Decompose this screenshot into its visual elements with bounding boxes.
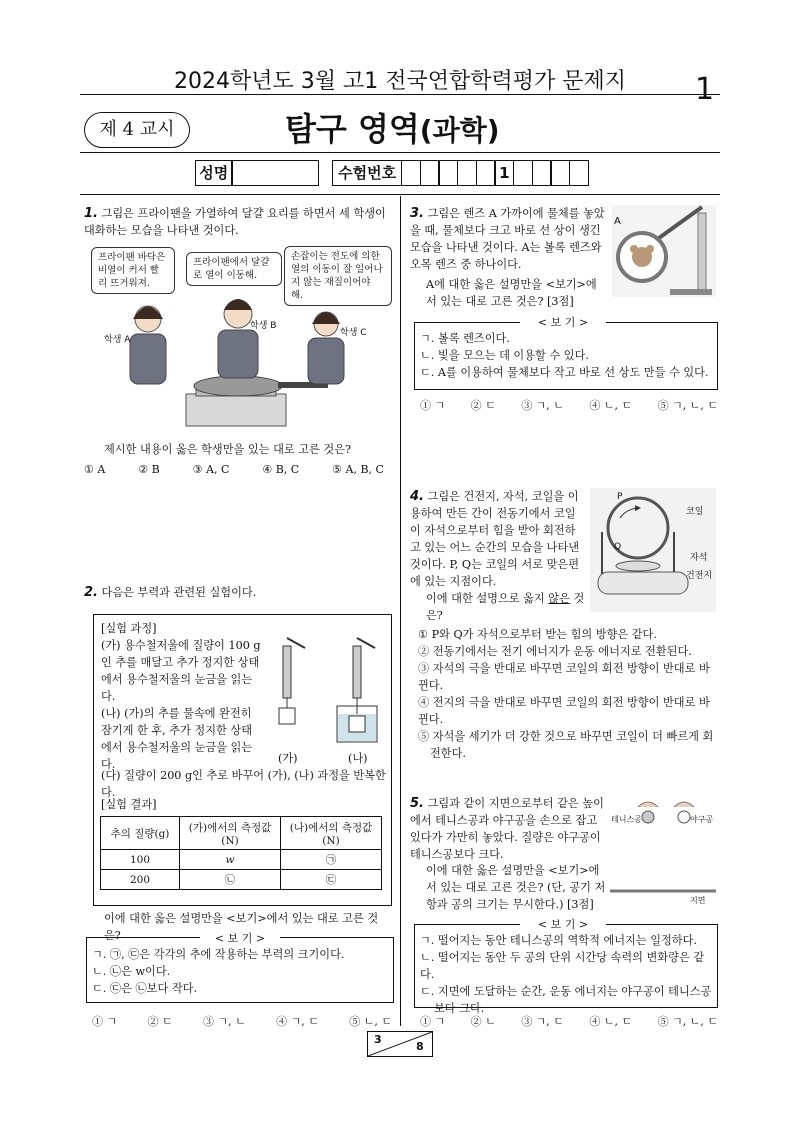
name-field[interactable] <box>231 160 319 186</box>
subject-title <box>285 104 500 150</box>
q2-fig-label-ga: (가) <box>278 752 298 765</box>
q3-question: A에 대한 옳은 설명만을 <보기>에서 있는 대로 고른 것은? [3점] <box>426 278 597 308</box>
q3-choice-4[interactable]: ④ ㄴ, ㄷ <box>589 399 633 412</box>
q5-choice-3[interactable]: ③ ㄱ, ㄷ <box>521 1015 564 1028</box>
baseball-icon <box>678 811 690 823</box>
table-cell: ㉢ <box>281 870 382 890</box>
q1-label-b: 학생 B <box>250 321 277 331</box>
q5-bogi-item: ㄴ. 떨어지는 동안 두 공의 단위 시간당 속력의 변화량은 같다. <box>420 951 705 981</box>
q4-option-4[interactable]: ④ 전지의 극을 반대로 바꾸면 코일의 회전 방향이 반대로 바뀐다. <box>418 696 710 726</box>
table-cell: ㉠ <box>281 850 382 870</box>
q2-bogi-title: < 보 기 > <box>200 930 280 946</box>
q5-choice-1[interactable]: ① ㄱ <box>420 1015 446 1028</box>
q3-bogi-list <box>420 330 714 381</box>
subject-main: 탐구 영역 <box>285 110 420 148</box>
session-badge: 제 4 교시 <box>84 112 190 148</box>
q5-stem-text: 그림과 같이 지면으로부터 같은 높이에서 테니스공과 야구공을 손으로 잡고 있다가 가만히 놓았다. 질량은 야구공이 테니스공보다 크다. <box>410 797 604 861</box>
q2-step-ga: (가) 용수철저울에 질량이 100 g인 추를 매달고 추가 정지한 상태에서 용수철저울의 눈금을 읽는다. <box>101 639 261 703</box>
q2-bogi-item: ㄷ. ㉢은 ㉡보다 작다. <box>92 982 197 995</box>
q5-choice-2[interactable]: ② ㄴ <box>470 1015 496 1028</box>
subject-sub: (과학) <box>419 114 500 147</box>
exam-digit-cell[interactable] <box>569 160 589 186</box>
battery-shape <box>598 572 688 594</box>
q4-option-5[interactable]: ⑤ 자석을 세기가 더 강한 것으로 바꾸면 코일이 더 빠르게 회전한다. <box>418 730 714 760</box>
q5-bogi-item: ㄷ. 지면에 도달하는 순간, 운동 에너지는 야구공이 테니스공보다 크다. <box>420 985 712 1015</box>
q1-stem <box>84 205 392 239</box>
q4-fig-q: Q <box>614 542 622 552</box>
q1-choice-3[interactable]: ③ A, C <box>192 463 230 476</box>
q3-lens-figure <box>612 205 716 297</box>
q3-choice-2[interactable]: ② ㄷ <box>470 399 496 412</box>
q2-choice-5[interactable]: ⑤ ㄴ, ㄷ <box>349 1015 392 1028</box>
q2-choice-3[interactable]: ③ ㄱ, ㄴ <box>203 1015 246 1028</box>
page-footer-box <box>367 1031 433 1057</box>
q2-fig-label-na: (나) <box>348 752 368 765</box>
q3-stem-text: 그림은 렌즈 A 가까이에 물체를 놓았을 때, 물체보다 크고 바로 선 상이 생긴 모습을 나타낸 것이다. A는 볼록 렌즈와 오목 렌즈 중 하나이다. <box>410 207 605 271</box>
exam-digit-cell[interactable] <box>401 160 421 186</box>
table-cell: w <box>180 850 281 870</box>
q2-choice-4[interactable]: ④ ㄱ, ㄷ <box>276 1015 319 1028</box>
exam-digit-cell[interactable] <box>513 160 533 186</box>
q4-option-2[interactable]: ② 전동기에서는 전기 에너지가 운동 에너지로 전환된다. <box>418 645 692 658</box>
q3-choice-3[interactable]: ③ ㄱ, ㄴ <box>521 399 564 412</box>
q3-fig-label-a: A <box>614 216 621 227</box>
spring-scale-na <box>337 638 377 742</box>
q5-fig-baseball: 야구공 <box>690 815 714 824</box>
body-top-rule <box>80 194 720 195</box>
student-b-figure <box>218 299 258 378</box>
q2-procedure-title: [실험 과정] <box>101 622 157 635</box>
q4-fig-coil: 코일 <box>686 507 704 517</box>
q1-choices <box>84 463 384 476</box>
footer-total: 8 <box>416 1040 424 1053</box>
q1-label-a: 학생 A <box>104 335 131 345</box>
q5-choices <box>420 1013 718 1029</box>
table-header: (나)에서의 측정값(N) <box>281 817 382 850</box>
q5-fig-tennis: 테니스공 <box>611 815 642 824</box>
magnet-shape <box>616 561 660 571</box>
q4-number: 4. <box>410 489 424 504</box>
page-number: 1 <box>695 72 715 107</box>
q1-choice-5[interactable]: ⑤ A, B, C <box>332 463 384 476</box>
q3-stem <box>410 205 606 273</box>
table-row <box>101 870 382 890</box>
exam-number-label: 수험번호 <box>332 160 402 186</box>
q4-stem-text: 그림은 건전지, 자석, 코일을 이용하여 만든 간이 전동기에서 코일이 자석으로부터 힘을 받아 회전하고 있는 어느 순간의 모습을 나타낸 것이다. P, Q는 코일의 서로 맞은편에 있는 지점이다. <box>410 490 580 588</box>
table-row <box>101 850 382 870</box>
tennis-ball-icon <box>642 811 654 823</box>
q1-bubble-c: 손잡이는 전도에 의한 열의 이동이 잘 일어나지 않는 재질이어야 해. <box>284 246 392 306</box>
table-header: (가)에서의 측정값(N) <box>180 817 281 850</box>
q4-option-3[interactable]: ③ 자석의 극을 반대로 바꾸면 코일의 회전 방향이 반대로 바뀐다. <box>418 662 710 692</box>
exam-digit-filled: 1 <box>494 160 514 186</box>
q2-step-da: (다) 질량이 200 g인 추로 바꾸어 (가), (나) 과정을 반복한다. <box>101 769 386 799</box>
q4-question: 이에 대한 설명으로 옳지 않은 것은? <box>426 592 585 622</box>
q4-options <box>418 626 718 762</box>
q4-fig-p: P <box>617 492 623 502</box>
q2-choices <box>92 1013 392 1029</box>
q3-choices <box>420 397 718 413</box>
q1-question: 제시한 내용이 옳은 학생만을 있는 대로 고른 것은? <box>104 443 352 456</box>
q1-bubble-b: 프라이팬에서 달걀로 열이 이동해. <box>186 252 282 286</box>
q4-option-1[interactable]: ① P와 Q가 자석으로부터 받는 힘의 방향은 같다. <box>418 628 657 641</box>
q2-result-title: [실험 결과] <box>101 798 157 811</box>
q2-stem <box>84 584 392 601</box>
q1-label-c: 학생 C <box>340 328 367 338</box>
table-cell: ㉡ <box>180 870 281 890</box>
q3-bogi-item: ㄷ. A를 이용하여 물체보다 작고 바로 선 상도 만들 수 있다. <box>420 366 709 379</box>
q5-number: 5. <box>410 796 424 811</box>
table-header: 추의 질량(g) <box>101 817 180 850</box>
q2-bogi-item: ㄴ. ㉡은 w이다. <box>92 965 171 978</box>
q1-choice-1[interactable]: ① A <box>84 463 106 476</box>
q3-number: 3. <box>410 206 424 221</box>
q3-choice-5[interactable]: ⑤ ㄱ, ㄴ, ㄷ <box>657 399 718 412</box>
exam-digit-cell[interactable] <box>532 160 552 186</box>
footer-page: 3 <box>374 1033 382 1046</box>
q5-bogi-list <box>420 932 714 1017</box>
table-cell: 100 <box>101 850 180 870</box>
q3-bogi-item: ㄴ. 빛을 모으는 데 이용할 수 있다. <box>420 349 589 362</box>
q2-question: 이에 대한 옳은 설명만을 <보기>에서 있는 대로 고른 것은? <box>104 912 379 942</box>
q2-stem-text: 다음은 부력과 관련된 실험이다. <box>101 586 257 599</box>
name-label: 성명 <box>195 160 233 186</box>
column-divider <box>400 196 401 1026</box>
q1-choice-2[interactable]: ② B <box>138 463 160 476</box>
exam-title: 2024학년도 3월 고1 전국연합학력평가 문제지 <box>174 69 626 94</box>
student-a-figure <box>130 306 166 384</box>
q2-spring-scale-figure <box>265 636 390 761</box>
q4-fig-battery: 건전지 <box>686 571 713 581</box>
q2-choice-1[interactable]: ① ㄱ <box>92 1015 118 1028</box>
q5-balls-figure <box>610 795 716 905</box>
q1-number: 1. <box>84 206 98 221</box>
q5-choice-5[interactable]: ⑤ ㄱ, ㄴ, ㄷ <box>657 1015 718 1028</box>
q1-choice-4[interactable]: ④ B, C <box>262 463 300 476</box>
q2-bogi-item: ㄱ. ㉠, ㉢은 각각의 추에 작용하는 부력의 크기이다. <box>92 948 345 961</box>
exam-digit-cell[interactable] <box>457 160 477 186</box>
header-rule <box>80 94 720 95</box>
exam-digit-cell[interactable] <box>476 160 496 186</box>
q4-stem <box>410 488 584 590</box>
q5-bogi-title: < 보 기 > <box>520 916 606 932</box>
q1-bubble-a: 프라이팬 바닥은 비열이 커서 빨리 뜨거워져. <box>91 247 175 294</box>
student-id-row <box>196 160 589 184</box>
q2-number: 2. <box>84 585 98 600</box>
table-cell: 200 <box>101 870 180 890</box>
subject-rule <box>80 152 720 153</box>
q2-step-na: (나) (가)의 추를 물속에 완전히 잠기게 한 후, 추가 정지한 상태에서 용수철저울의 눈금을 읽는다. <box>101 707 253 771</box>
q5-question: 이에 대한 옳은 설명만을 <보기>에서 있는 대로 고른 것은? (단, 공기 저항과 공의 크기는 무시한다.) [3점] <box>426 864 606 911</box>
q5-bogi-item: ㄱ. 떨어지는 동안 테니스공의 역학적 에너지는 일정하다. <box>420 934 698 947</box>
exam-digit-cell[interactable] <box>420 160 440 186</box>
q2-choice-2[interactable]: ② ㄷ <box>147 1015 173 1028</box>
q3-bogi-title: < 보 기 > <box>520 314 606 330</box>
q3-choice-1[interactable]: ① ㄱ <box>420 399 446 412</box>
exam-digit-cell[interactable] <box>550 160 570 186</box>
spring-scale-ga <box>279 638 305 724</box>
q5-fig-ground: 지면 <box>690 896 706 905</box>
q1-stem-text: 그림은 프라이팬을 가열하여 달걀 요리를 하면서 세 학생이 대화하는 모습을 나타낸 것이다. <box>84 207 386 237</box>
q2-result-table <box>100 816 382 890</box>
q5-choice-4[interactable]: ④ ㄴ, ㄷ <box>589 1015 633 1028</box>
exam-digit-cell[interactable] <box>438 160 458 186</box>
q3-bogi-item: ㄱ. 볼록 렌즈이다. <box>420 332 510 345</box>
q4-fig-magnet: 자석 <box>690 553 708 563</box>
student-c-figure <box>308 312 344 384</box>
q5-stem <box>410 795 606 863</box>
q2-bogi-list <box>92 946 388 997</box>
